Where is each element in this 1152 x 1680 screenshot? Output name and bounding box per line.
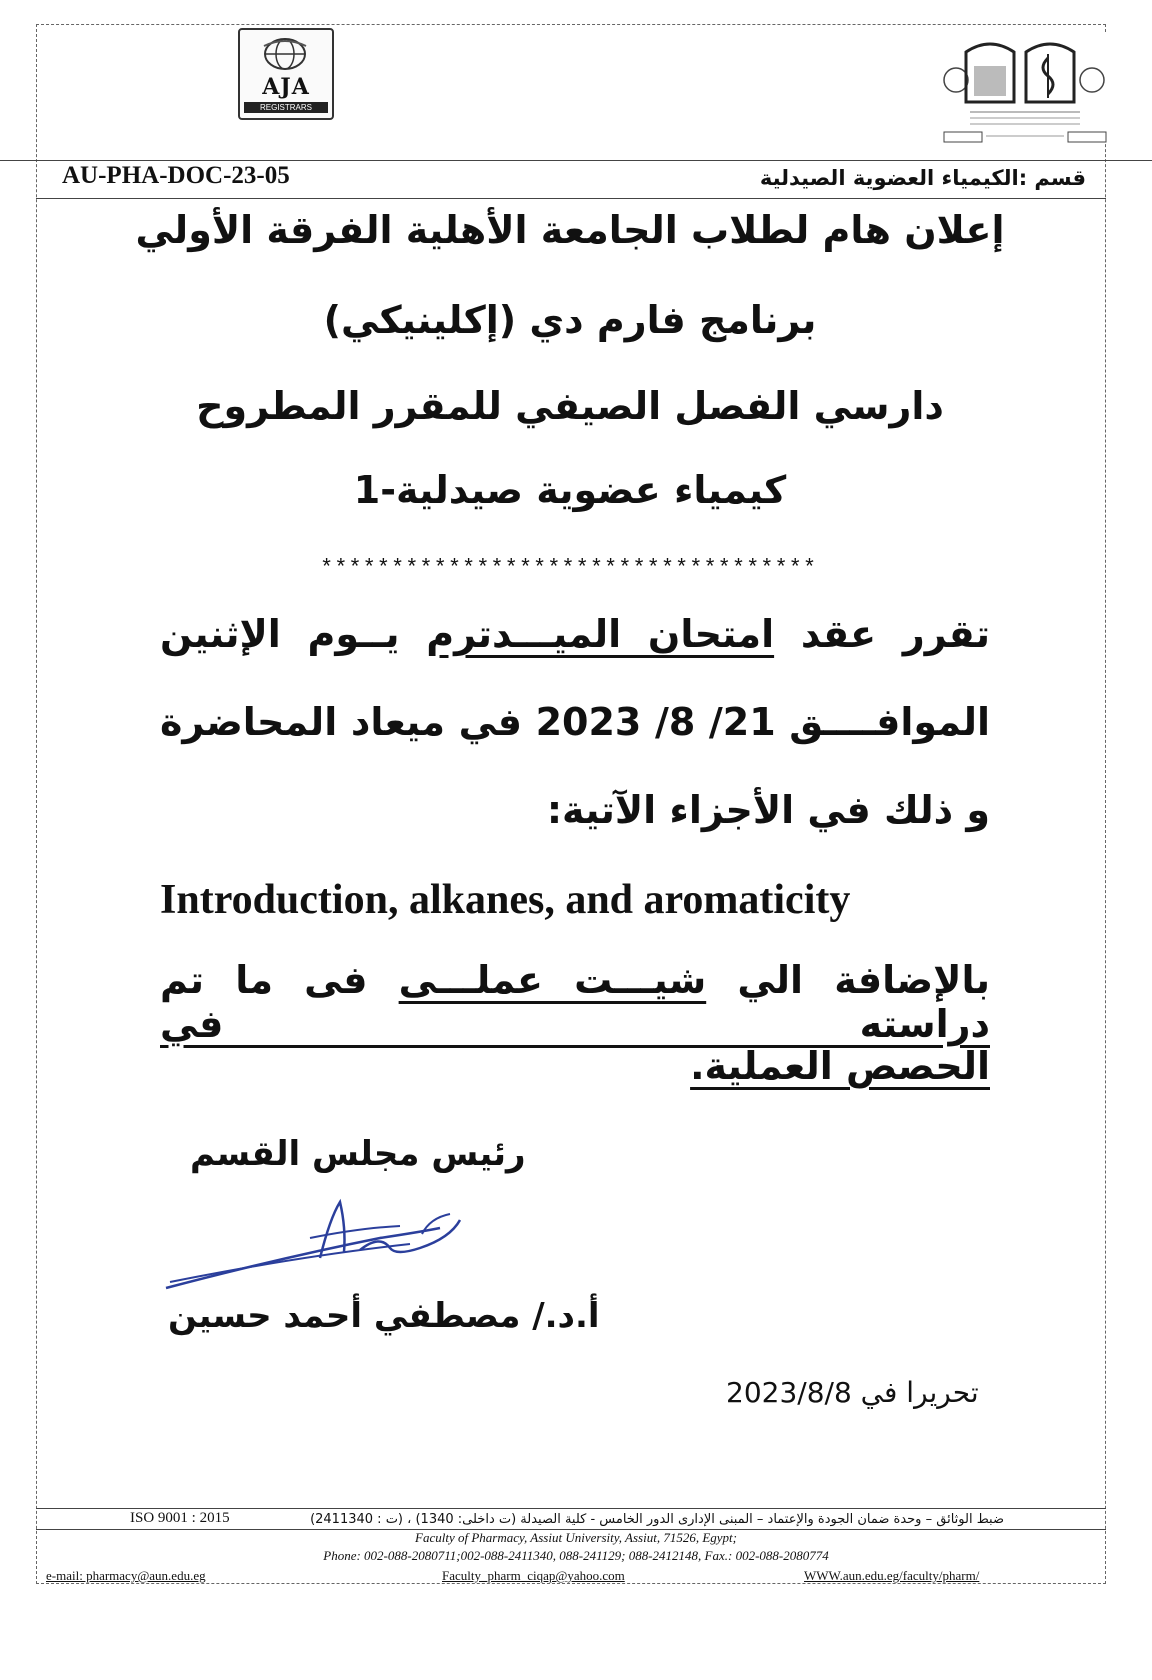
department-head-name: أ.د./ مصطفي أحمد حسين: [168, 1296, 600, 1336]
body-line-5: [160, 958, 990, 1046]
department-label: قسم :الكيمياء العضوية الصيدلية: [759, 166, 1086, 190]
globe-icon: [262, 36, 308, 72]
footer-divider: [36, 1508, 1106, 1509]
footer-iso: ISO 9001 : 2015: [130, 1510, 230, 1526]
course-title: كيمياء عضوية صيدلية-1: [353, 468, 787, 512]
document-code: AU-PHA-DOC-23-05: [62, 162, 290, 189]
summer-term-title: دارسي الفصل الصيفي للمقرر المطروح: [196, 384, 944, 428]
exam-date-line: الموافــــق 21/ 8/ 2023 في ميعاد المحاضرة: [160, 700, 990, 744]
program-title: برنامج فارم دي (إكلينيكي): [323, 298, 817, 342]
aja-registrars-logo: [238, 28, 334, 120]
university-seal-icon: [940, 32, 1110, 144]
aja-logo-text: AJA: [262, 74, 310, 100]
footer-website[interactable]: WWW.aun.edu.eg/faculty/pharm/: [804, 1568, 980, 1583]
body-line-5-start: بالإضافة الي: [706, 958, 990, 1002]
body-line-1-start: تقرر عقد: [774, 612, 990, 656]
body-line-1: [160, 612, 990, 656]
header-divider-lower: [36, 198, 1106, 199]
body-line-3: و ذلك في الأجزاء الآتية:: [546, 788, 990, 832]
stars-separator: ***********************************: [320, 556, 818, 581]
announcement-title: إعلان هام لطلاب الجامعة الأهلية الفرقة الأولي: [135, 208, 1005, 252]
footer-email[interactable]: e-mail: pharmacy@aun.edu.eg: [46, 1568, 206, 1583]
topics-english: Introduction, alkanes, and aromaticity: [160, 877, 851, 923]
aja-logo-subtext: REGISTRARS: [244, 102, 328, 113]
department-head-title: رئيس مجلس القسم: [190, 1134, 526, 1174]
body-line-5-mid: فى ما تم: [160, 958, 399, 1002]
header-divider: [0, 160, 1152, 161]
midterm-exam-underlined: امتحان الميـــدترم: [426, 612, 775, 656]
practical-sheet-underlined: شيـــت عملـــى: [398, 958, 707, 1002]
handwritten-signature: [160, 1198, 480, 1308]
issue-date: تحريرا في 2023/8/8: [726, 1376, 979, 1409]
practical-sessions-underlined: الحصص العملية.: [690, 1044, 990, 1088]
footer-phone: Phone: 002-088-2080711;002-088-2411340, 088-241129; 088-2412148, Fax.: 002-088-2080774: [323, 1548, 829, 1563]
footer-yahoo-email[interactable]: Faculty_pharm_ciqap@yahoo.com: [442, 1568, 625, 1583]
studied-underlined: دراسته في: [160, 1002, 990, 1046]
body-line-6: [160, 1044, 990, 1088]
footer-arabic-address: ضبط الوثائق – وحدة ضمان الجودة والإعتماد – المبنى الإدارى الدور الخامس - كلية الصيدلة (ت داخلى: 1340) ، (ت : 2411340): [310, 1512, 1004, 1527]
footer-address: Faculty of Pharmacy, Assiut University, Assiut, 71526, Egypt;: [415, 1530, 737, 1545]
footer-links: [46, 1568, 1046, 1586]
body-line-1-end: يــوم الإثنين: [160, 612, 427, 656]
